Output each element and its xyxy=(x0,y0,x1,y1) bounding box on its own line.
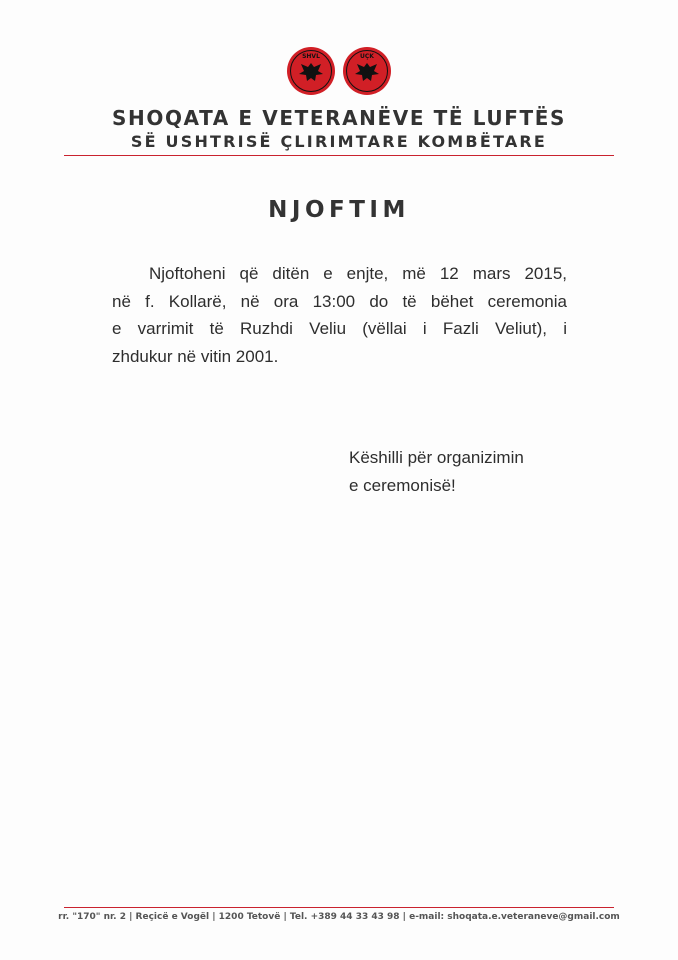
body-line: zhdukur në vitin 2001. xyxy=(112,346,279,366)
signature-line: Këshilli për organizimin xyxy=(349,448,524,467)
header-divider xyxy=(64,155,614,156)
footer-contact: rr. "170" nr. 2 | Reçicë e Vogël | 1200 Tetovë | Tel. +389 44 33 43 98 | e-mail: shoqata.e.veteraneve@gmail.com xyxy=(58,912,620,922)
organization-subtitle: SË USHTRISË ÇLIRIMTARE KOMBËTARE xyxy=(130,132,548,151)
body-line: Njoftoheni që ditën e enjte, më 12 mars 2015, xyxy=(149,264,567,283)
logo-group xyxy=(0,46,678,96)
shvl-seal-icon xyxy=(286,46,336,96)
footer-divider xyxy=(64,907,614,908)
body-line: në f. Kollarë, në ora 13:00 do të bëhet ceremonia xyxy=(112,291,567,311)
organization-name: SHOQATA E VETERANËVE TË LUFTËS xyxy=(112,106,566,130)
uck-seal-text: UÇK xyxy=(360,53,374,60)
document-title: NJOFTIM xyxy=(268,197,410,223)
signature-block xyxy=(349,446,524,501)
signature-line: e ceremonisë! xyxy=(349,475,456,495)
notice-body xyxy=(112,262,567,372)
shvl-seal-text: SHVL xyxy=(302,53,320,60)
uck-seal-icon xyxy=(342,46,392,96)
body-line: e varrimit të Ruzhdi Veliu (vëllai i Fazli Veliut), i xyxy=(112,319,567,338)
